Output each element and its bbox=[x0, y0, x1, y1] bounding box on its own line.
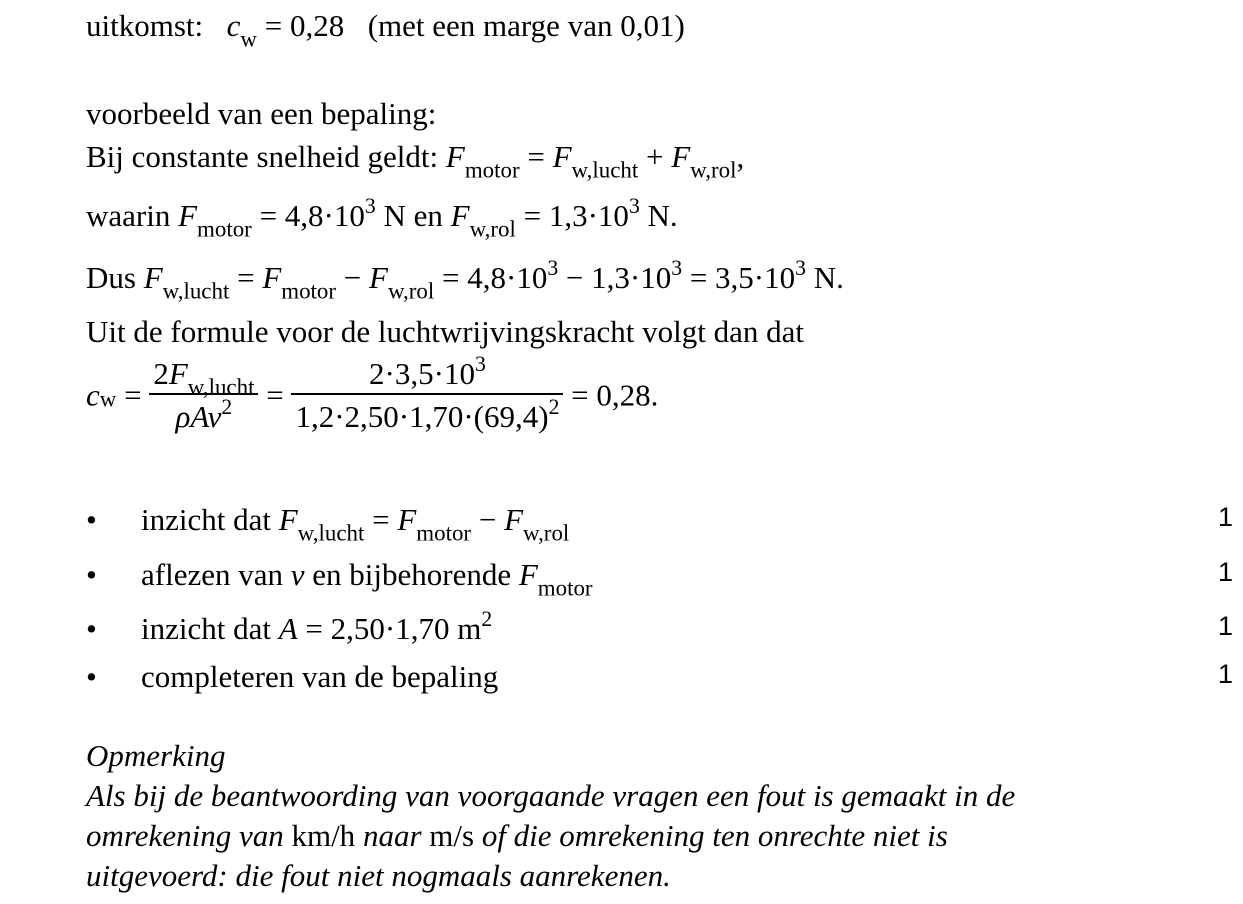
criterion-score: 1 bbox=[1217, 611, 1233, 641]
criterion-score: 1 bbox=[1217, 659, 1233, 689]
criterion-row: • inzicht dat $F_{w,lucht} = F_{motor} - F_{w,rol}$ 1 bbox=[86, 502, 1233, 546]
remark-line-3: uitgevoerd: die fout niet nogmaals aanrekenen. bbox=[86, 858, 671, 893]
remark-title: Opmerking bbox=[86, 738, 226, 773]
outcome-line: uitkomst: $c_w = 0,28$ (met een marge van 0,01) bbox=[86, 8, 685, 52]
outcome-value: = 0,28 bbox=[264, 8, 345, 43]
example-line-4: Uit de formule voor de luchtwrijvingskracht volgt dan dat bbox=[86, 314, 804, 349]
remark-line-1: Als bij de beantwoording van voorgaande vragen een fout is gemaakt in de bbox=[86, 778, 1016, 813]
formula-fraction-2: $\frac{2\cdot 3,5\cdot 10^3}{1,2\cdot 2,50\cdot 1,70\cdot(69,4)^2}$ bbox=[291, 358, 563, 432]
cw-formula: $c_w$ = $\frac{2F_{w,lucht}}{\rho Av^2}$ = $\frac{2\cdot 3,5\cdot 10^3}{1,2\cdot 2,50\cdot 1,70\cdot(69,4)^2}$ = 0,28. bbox=[86, 351, 659, 434]
criterion-score: 1 bbox=[1217, 557, 1233, 587]
example-line-2: waarin $F_{motor} = 4,8\cdot 10^3$ N en $F_{w,rol} = 1,3\cdot 10^3$ N. bbox=[86, 193, 678, 242]
criterion-score: 1 bbox=[1217, 502, 1233, 532]
bullet-icon: • bbox=[86, 502, 97, 537]
example-line-1: Bij constante snelheid geldt: $F_{motor} = F_{w,lucht} + F_{w,rol}$, bbox=[86, 139, 745, 183]
criterion-row: • inzicht dat A = 2,50·1,70 $m^2$ 1 bbox=[86, 606, 1233, 646]
remark-line-2: omrekening van km/h naar m/s of die omrekening ten onrechte niet is bbox=[86, 818, 948, 853]
bullet-icon: • bbox=[86, 659, 97, 694]
bullet-icon: • bbox=[86, 557, 97, 592]
formula-result: = 0,28. bbox=[571, 377, 659, 413]
criterion-row: • aflezen van v en bijbehorende $F_{motor}$ 1 bbox=[86, 557, 1233, 601]
cw-symbol: c bbox=[226, 8, 241, 43]
outcome-margin: (met een marge van 0,01) bbox=[367, 8, 685, 43]
example-line-3: Dus $F_{w,lucht} = F_{motor} - F_{w,rol} = 4,8\cdot 10^3 - 1,3\cdot 10^3 = 3,5\cdot 10^3$ N. bbox=[86, 255, 844, 304]
bullet-icon: • bbox=[86, 611, 97, 646]
example-heading: voorbeeld van een bepaling: bbox=[86, 96, 437, 131]
criterion-row: • completeren van de bepaling 1 bbox=[86, 659, 1233, 694]
formula-fraction-1: $\frac{2F_{w,lucht}}{\rho Av^2}$ bbox=[149, 358, 258, 432]
outcome-label: uitkomst: bbox=[86, 8, 204, 43]
